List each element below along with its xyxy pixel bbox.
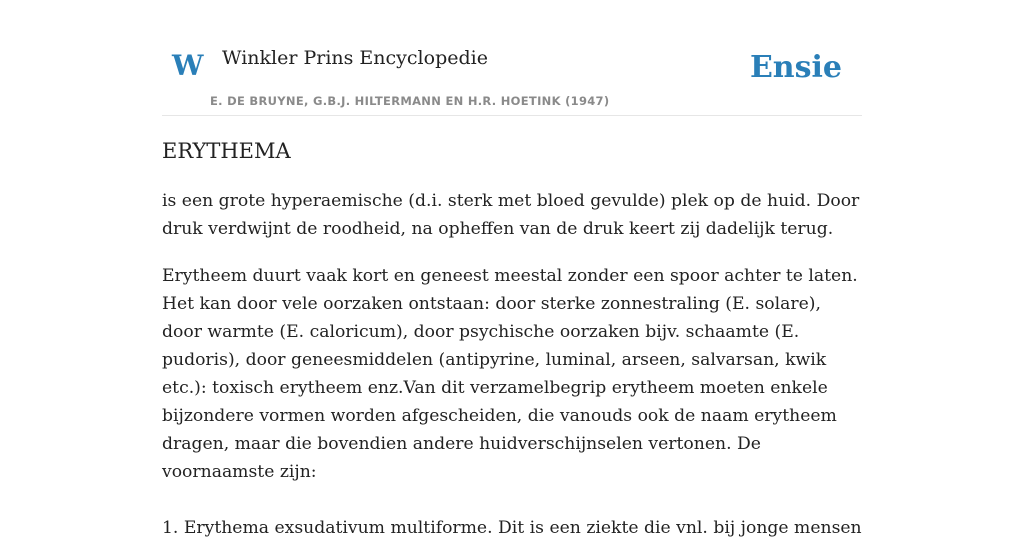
winkler-prins-logo[interactable]: W [172, 49, 204, 82]
ensie-logo-link[interactable]: Ensie [749, 50, 842, 85]
source-title[interactable]: Winkler Prins Encyclopedie [222, 47, 488, 69]
article-title: ERYTHEMA [162, 139, 291, 163]
list-item: 1. Erythema exsudativum multiforme. Dit is een ziekte die vnl. bij jonge mensen [162, 518, 862, 539]
article-list [162, 514, 862, 542]
article-body [162, 138, 862, 542]
article-paragraph: Erytheem duurt vaak kort en geneest meestal zonder een spoor achter te laten. Het kan door vele oorzaken ontstaan: door sterke zonnestraling (E. solare), door warmte (E. caloricum), door psychische oorzaken bijv. schaamte (E. pudoris), door geneesmiddelen (antipyrine, luminal, arseen, salvarsan, kwik etc.): toxisch erytheem enz.Van dit verzamelbegrip erytheem moeten enkele bijzondere vormen worden afgescheiden, die vanouds ook de naam erytheem dragen, maar die bovendien andere huidverschijnselen vertonen. De voornaamste zijn: [162, 266, 858, 483]
article-paragraph: is een grote hyperaemische (d.i. sterk met bloed gevulde) plek op de huid. Door druk verdwijnt de roodheid, na opheffen van de druk keert zij dadelijk terug. [162, 191, 860, 240]
source-authors: E. DE BRUYNE, G.B.J. HILTERMANN EN H.R. HOETINK (1947) [210, 94, 610, 108]
source-header [162, 40, 862, 116]
